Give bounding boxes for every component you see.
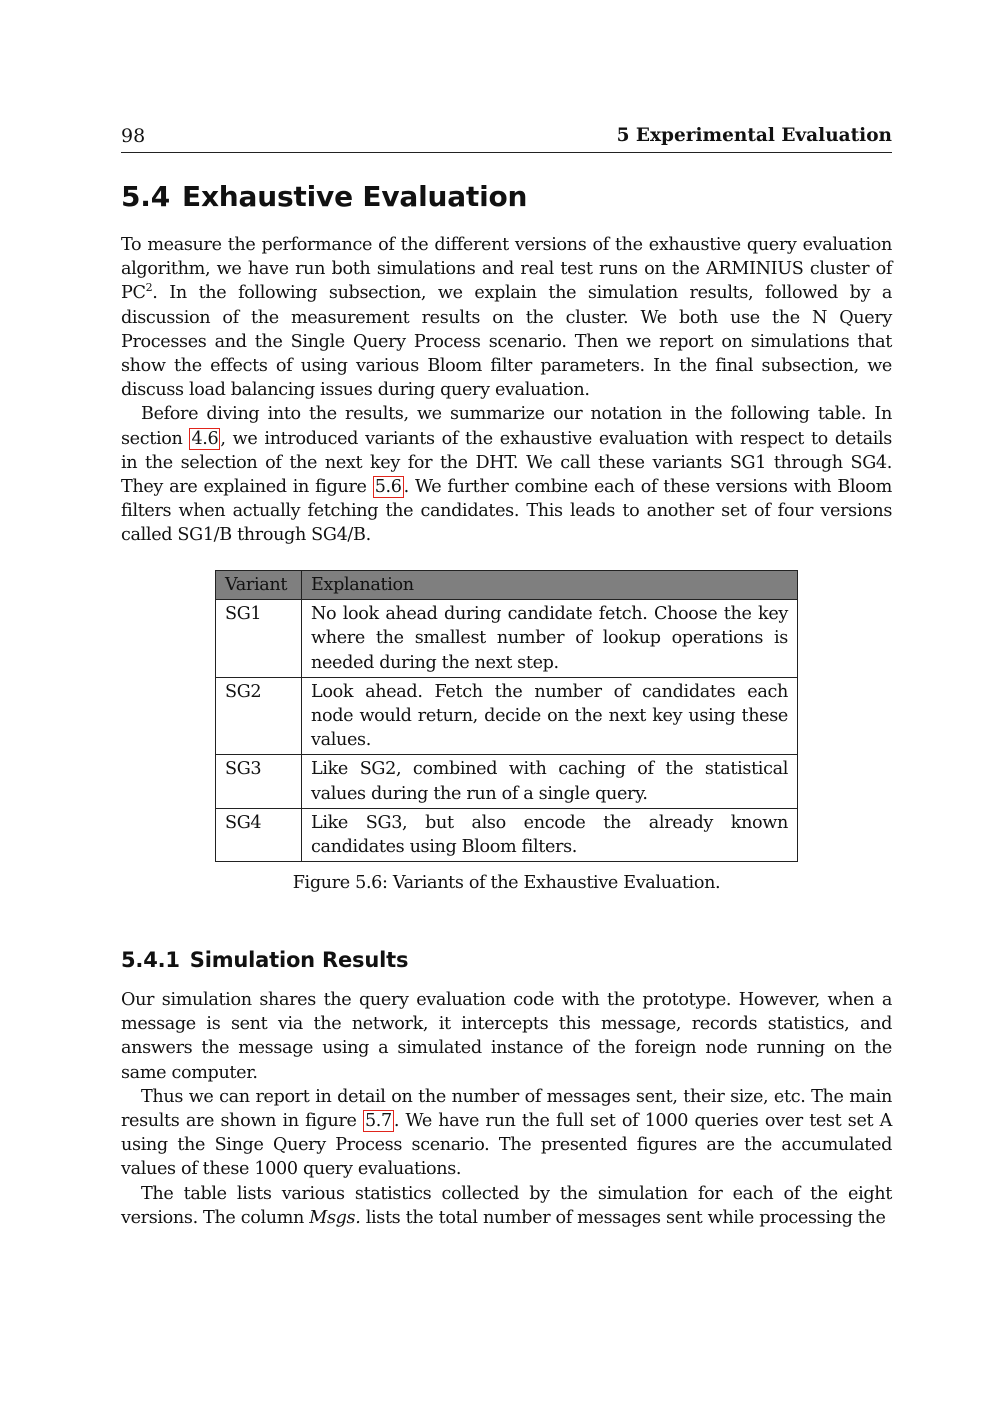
- variant-cell: SG1: [216, 600, 302, 678]
- subsection-number: 5.4.1: [121, 948, 180, 972]
- emphasis: Msgs.: [309, 1207, 361, 1228]
- table-row: [216, 808, 798, 861]
- table-header-row: [216, 571, 798, 600]
- paragraph: [121, 233, 892, 402]
- explanation-cell: Look ahead. Fetch the number of candidates each node would return, decide on the next key using these values.: [302, 677, 798, 755]
- table-row: [216, 677, 798, 755]
- text-run: Thus we can report in detail on the number of messages sent, their size, etc. The main results are shown in figure: [121, 1086, 892, 1132]
- explanation-cell: Like SG2, combined with caching of the statistical values during the run of a single query.: [302, 755, 798, 808]
- running-title: 5 Experimental Evaluation: [616, 125, 892, 146]
- figure-link[interactable]: 5.7: [364, 1111, 392, 1132]
- intro-text: [121, 233, 892, 548]
- text-run: The table lists various statistics collected by the simulation for each of the eight versions. The column: [121, 1183, 892, 1228]
- text-run: To measure the performance of the different versions of the exhaustive query evaluation algorithm, we have run both simulations and real test runs on the ARMINIUS cluster of PC: [121, 235, 892, 304]
- text-run: . We further combine each of these versions with Bloom filters when actually fetching the candidates. This leads to another set of four versions called SG1/B through SG4/B.: [121, 477, 892, 546]
- variant-cell: SG4: [216, 808, 302, 861]
- superscript: 2: [145, 281, 153, 295]
- explanation-cell: No look ahead during candidate fetch. Choose the key where the smallest number of lookup operations is needed during the next step.: [302, 600, 798, 678]
- text-run: , we introduced variants of the exhaustive evaluation with respect to details in the selection of the next key for the DHT. We call these variants SG1 through SG4. They are explained in figure: [121, 428, 892, 498]
- text-run: lists the total number of messages sent while processing the: [360, 1207, 886, 1228]
- subsection-heading: [121, 948, 408, 972]
- paragraph: [121, 402, 892, 547]
- paragraph: Our simulation shares the query evaluation code with the prototype. However, when a message is sent via the network, it intercepts this message, records statistics, and answers the message using a simulated instance of the foreign node running on the same computer.: [121, 990, 892, 1083]
- variants-table: [215, 570, 798, 862]
- text-run: . In the following subsection, we explain the simulation results, followed by a discussion of the measurement results on the cluster. We both use the N Query Processes and the Single Query Process scenario. Then we report on simulations that show the effects of using various Bloom filter parameters. In the final subsection, we discuss load balancing issues during query evaluation.: [121, 283, 892, 401]
- section-link[interactable]: 4.6: [191, 428, 219, 449]
- variant-cell: SG2: [216, 677, 302, 755]
- text-run: . We have run the full set of 1000 queries over test set A using the Singe Query Process scenario. The presented figures are the accumulated values of these 1000 query evaluations.: [121, 1111, 892, 1180]
- figure-caption: Figure 5.6: Variants of the Exhaustive Evaluation.: [292, 873, 721, 893]
- page-number: 98: [121, 125, 146, 147]
- explanation-cell: Like SG3, but also encode the already known candidates using Bloom filters.: [302, 808, 798, 861]
- section-number: 5.4: [121, 180, 171, 213]
- running-header: [121, 124, 892, 153]
- simulation-text: [121, 988, 892, 1230]
- section-title: Exhaustive Evaluation: [182, 180, 528, 213]
- subsection-title: Simulation Results: [189, 948, 409, 972]
- variant-cell: SG3: [216, 755, 302, 808]
- paragraph: [121, 1182, 892, 1230]
- text-run: Before diving into the results, we summarize our notation in the following table. In section: [121, 404, 892, 449]
- table-row: [216, 755, 798, 808]
- column-header: Explanation: [302, 571, 798, 600]
- paragraph: [121, 1085, 892, 1182]
- table-row: [216, 600, 798, 678]
- figure-link[interactable]: 5.6: [374, 477, 402, 498]
- section-heading: [121, 180, 527, 213]
- column-header: Variant: [216, 571, 302, 600]
